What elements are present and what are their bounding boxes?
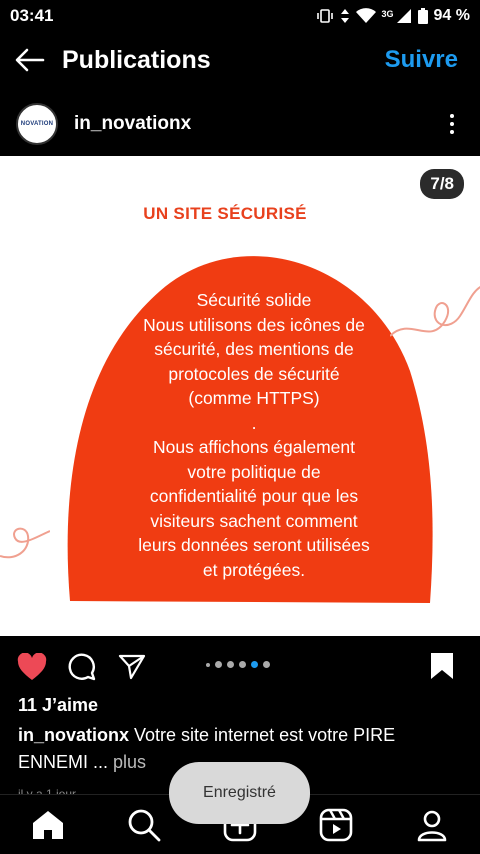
battery-icon [418, 8, 428, 24]
like-button[interactable] [16, 651, 48, 683]
carousel-dot [215, 661, 222, 668]
slide-line: confidentialité pour que les [149, 486, 359, 506]
data-arrows-icon [340, 8, 350, 24]
heart-icon [17, 653, 47, 681]
nav-reels[interactable] [312, 801, 360, 849]
comment-icon [68, 653, 96, 681]
reels-icon [319, 808, 353, 842]
carousel-dot-active [251, 661, 258, 668]
send-icon [118, 654, 146, 680]
slide-line: leurs données seront utilisées [138, 535, 370, 555]
slide-line: visiteurs sachent comment [150, 510, 358, 531]
profile-icon [415, 808, 449, 842]
slide-line: sécurité, des mentions de [154, 339, 354, 359]
slide-heading: UN SITE SÉCURISÉ [143, 204, 307, 223]
caption-username[interactable]: in_novationx [18, 725, 130, 745]
saved-toast: Enregistré [169, 762, 310, 824]
carousel-counter: 7/8 [420, 169, 464, 199]
carousel-indicator [206, 661, 270, 668]
slide-line: protocoles de sécurité [168, 363, 340, 384]
page-title: Publications [62, 45, 211, 74]
slide-line: Sécurité solide [196, 290, 312, 310]
more-vertical-icon [450, 114, 454, 118]
slide-line: Nous affichons également [152, 437, 356, 457]
save-button[interactable] [426, 650, 458, 682]
slide-line: . [251, 412, 257, 433]
nav-home[interactable] [24, 801, 72, 849]
carousel-dot [239, 661, 246, 668]
nav-profile[interactable] [408, 801, 456, 849]
status-icons [316, 7, 470, 25]
bookmark-icon [430, 652, 454, 680]
decorative-swirl-left [0, 506, 50, 566]
status-bar [0, 0, 480, 32]
carousel-dot [263, 661, 270, 668]
nav-search[interactable] [120, 801, 168, 849]
more-options-button[interactable] [440, 108, 464, 140]
home-icon [31, 809, 65, 841]
caption-text: Votre site internet est votre PIRE ENNEMI ... [18, 725, 396, 772]
back-button[interactable] [14, 44, 46, 76]
avatar[interactable] [16, 103, 58, 145]
search-icon [127, 808, 161, 842]
author-username[interactable]: in_novationx [74, 113, 192, 134]
network-type: 3G [381, 9, 394, 19]
wifi-icon [356, 8, 376, 24]
carousel-dot [227, 661, 234, 668]
slide-line: votre politique de [187, 461, 321, 482]
app-header [0, 32, 480, 88]
slide-line: Nous utilisons des icônes de [143, 314, 365, 335]
vibrate-icon [316, 8, 334, 24]
comment-button[interactable] [66, 651, 98, 683]
battery-level: 94 % [433, 7, 470, 24]
post-actions [0, 644, 480, 690]
caption-more-link[interactable]: plus [108, 752, 147, 772]
post-author-row [0, 98, 480, 150]
share-button[interactable] [116, 651, 148, 683]
slide-line: et protégées. [202, 559, 306, 580]
follow-button[interactable]: Suivre [384, 46, 458, 73]
arrow-left-icon [15, 48, 45, 72]
status-time: 03:41 [10, 6, 54, 25]
carousel-dot [206, 663, 210, 667]
slide-body-text [100, 288, 408, 582]
slide-line: (comme HTTPS) [188, 388, 320, 408]
post-image[interactable] [0, 156, 480, 636]
signal-icon [396, 8, 412, 24]
likes-count[interactable]: 11 J’aime [18, 695, 99, 715]
avatar-logo: NOVATION [20, 121, 54, 127]
